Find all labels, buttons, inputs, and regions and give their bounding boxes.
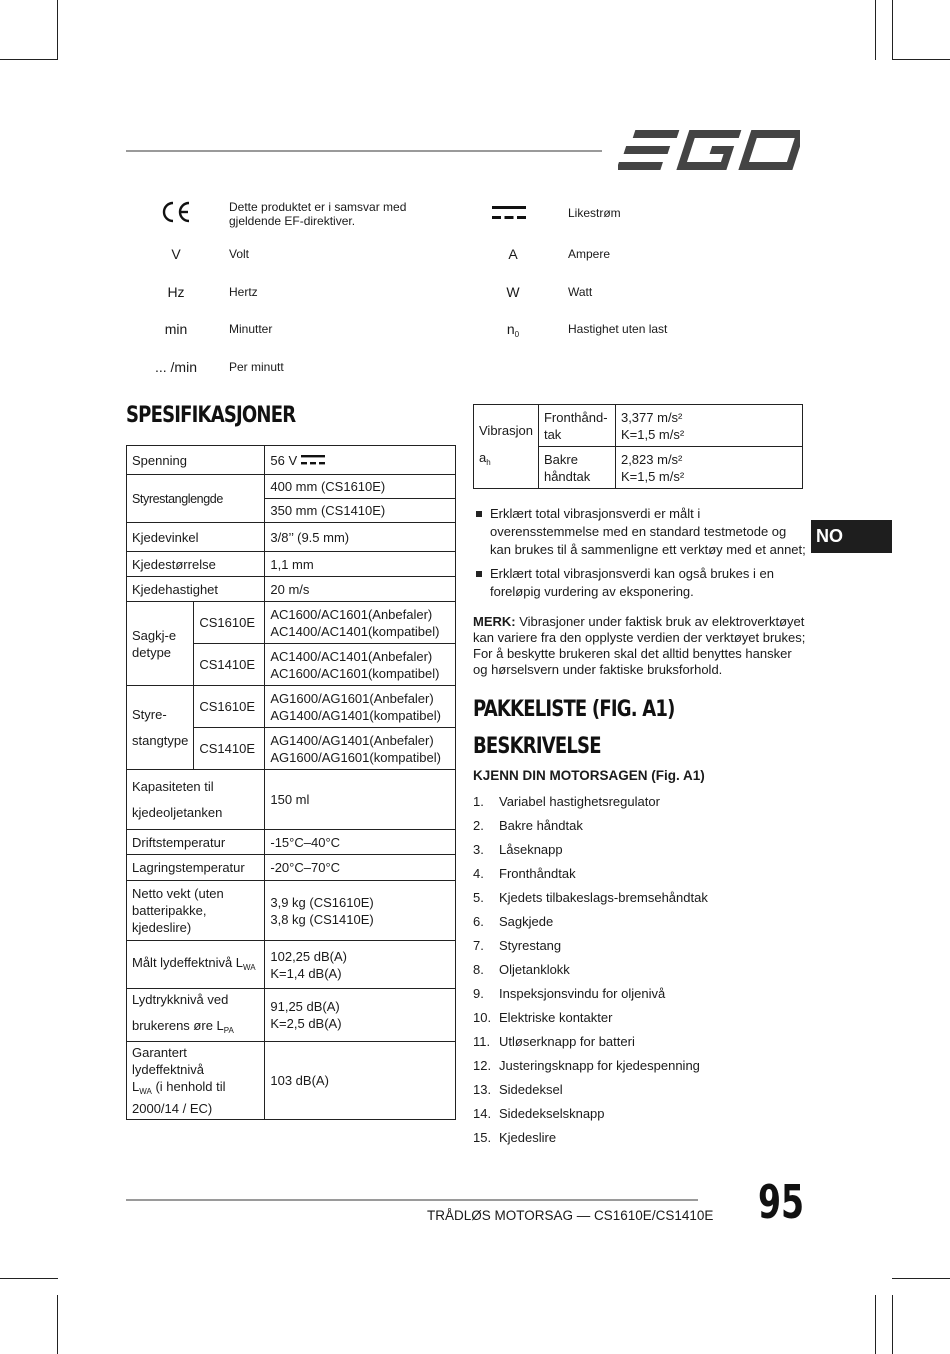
list-item: [473, 1080, 708, 1104]
page-number: 95: [758, 1175, 805, 1229]
list-item-number: 15.: [473, 1130, 492, 1145]
list-item-text: Bakre håndtak: [499, 818, 583, 833]
spec-value: AC1600/AC1601(Anbefaler) AC1400/AC1401(kompatibel): [265, 602, 456, 644]
list-item: [473, 816, 708, 840]
list-item-number: 3.: [473, 842, 484, 857]
spec-label: Kjedevinkel: [127, 523, 265, 552]
spec-value: 3,9 kg (CS1610E) 3,8 kg (CS1410E): [265, 881, 456, 941]
crop-mark: [875, 1295, 876, 1354]
spec-label: Kjedestørrelse: [127, 552, 265, 577]
crop-mark: [0, 59, 58, 60]
spec-value: 56 V: [265, 446, 456, 475]
list-item-number: 10.: [473, 1010, 492, 1025]
language-tab: NO: [811, 520, 892, 553]
spec-value: AG1400/AG1401(Anbefaler) AG1600/AG1601(kompatibel): [265, 728, 456, 770]
list-item: Erklært total vibrasjonsverdi kan også brukes i en foreløpig vurdering av eksponering.: [473, 565, 808, 601]
symbol-minutes: min: [164, 321, 188, 337]
subheading-know-your-saw: KJENN DIN MOTORSAGEN (Fig. A1): [473, 768, 705, 783]
list-item-text: Variabel hastighetsregulator: [499, 794, 660, 809]
spec-label: Garantert lydeffektnivå $L_{WA}$ (i henhold til 2000/14 / EC): [127, 1042, 265, 1120]
spec-value: 3/8’’ (9.5 mm): [265, 523, 456, 552]
heading-description: BESKRIVELSE: [473, 734, 601, 759]
spec-value: -20°C–70°C: [265, 855, 456, 881]
list-item-number: 6.: [473, 914, 484, 929]
crop-mark: [57, 1295, 58, 1354]
list-item-text: Fronthåndtak: [499, 866, 576, 881]
list-item-text: Utløserknapp for batteri: [499, 1034, 635, 1049]
spec-label: Lagringstemperatur: [127, 855, 265, 881]
ego-logo-icon: [618, 128, 800, 172]
spec-label: Styrestanglengde: [127, 475, 265, 523]
list-item-number: 14.: [473, 1106, 492, 1121]
list-item-number: 7.: [473, 938, 484, 953]
spec-label: Lydtrykknivå ved brukerens øre $L_{PA}$: [127, 989, 265, 1042]
list-item-text: Kjedeslire: [499, 1130, 557, 1145]
list-item: [473, 1008, 708, 1032]
symbol-ampere: A: [508, 246, 518, 262]
symbol-desc: Dette produktet er i samsvar med gjeldende EF-direktiver.: [229, 200, 407, 228]
spec-label: Styre- stangtype: [127, 686, 194, 770]
spec-label: Netto vekt (uten batteripakke, kjedeslire): [127, 881, 265, 941]
spec-value: 91,25 dB(A) K=2,5 dB(A): [265, 989, 456, 1042]
specifications-table: [126, 445, 456, 1120]
spec-value: -15°C–40°C: [265, 830, 456, 855]
list-item: [473, 1104, 708, 1128]
list-item-text: Låseknapp: [499, 842, 563, 857]
spec-model: CS1410E: [194, 644, 265, 686]
crop-mark: [892, 1295, 893, 1354]
spec-label: Kjedehastighet: [127, 577, 265, 602]
heading-specifications: SPESIFIKASJONER: [126, 403, 296, 428]
spec-model: CS1610E: [194, 602, 265, 644]
footer-title: TRÅDLØS MOTORSAG — CS1610E/CS1410E: [427, 1208, 714, 1223]
list-item-number: 1.: [473, 794, 484, 809]
list-item: [473, 840, 708, 864]
spec-label: Målt lydeffektnivå $L_{WA}$: [127, 941, 265, 989]
vibration-row-label: Bakre håndtak: [538, 447, 615, 489]
spec-label: Sagkj-edetype: [127, 602, 194, 686]
spec-model: CS1610E: [194, 686, 265, 728]
list-item-number: 5.: [473, 890, 484, 905]
spec-value: 150 ml: [265, 770, 456, 830]
list-item-number: 11.: [473, 1034, 491, 1049]
symbol-desc: Likestrøm: [568, 206, 621, 220]
list-item: [473, 936, 708, 960]
crop-mark: [0, 1278, 58, 1279]
heading-packing-list: PAKKELISTE (FIG. A1): [473, 697, 675, 722]
list-item-text: Elektriske kontakter: [499, 1010, 613, 1025]
spec-model: CS1410E: [194, 728, 265, 770]
crop-mark: [892, 59, 950, 60]
symbol-desc: Per minutt: [229, 360, 284, 374]
vibration-value: 2,823 m/s² K=1,5 m/s²: [615, 447, 802, 489]
symbol-per-minute: ... /min: [154, 359, 197, 375]
header-rule: [126, 150, 602, 152]
direct-current-icon: [492, 205, 528, 221]
list-item-text: Sidedekselsknapp: [499, 1106, 605, 1121]
list-item-number: 2.: [473, 818, 484, 833]
spec-value: 350 mm (CS1410E): [265, 499, 456, 523]
list-item: [473, 888, 708, 912]
note-paragraph: MERK: Vibrasjoner under faktisk bruk av elektroverktøyet kan variere fra den opplyste verdien der verktøyet brukes; For å beskytte brukeren skal det alltid benyttes hansker og hørselsvern under faktiske bruksforhold.: [473, 614, 806, 677]
list-item-text: Kjedets tilbakeslags-bremsehåndtak: [499, 890, 708, 905]
parts-list: [473, 792, 708, 1152]
spec-value: AG1600/AG1601(Anbefaler) AG1400/AG1401(kompatibel): [265, 686, 456, 728]
symbol-desc: Watt: [568, 285, 593, 299]
spec-label: Driftstemperatur: [127, 830, 265, 855]
list-item: [473, 984, 708, 1008]
list-item-text: Sidedeksel: [499, 1082, 563, 1097]
ce-mark-icon: [160, 200, 192, 224]
list-item-number: 9.: [473, 986, 484, 1001]
list-item: Erklært total vibrasjonsverdi er målt i overensstemmelse med en standard testmetode og kan brukes til å sammenligne ett verktøy med et annet;: [473, 505, 808, 559]
vibration-label: Vibrasjon $a_h$: [474, 405, 539, 489]
symbol-watt: W: [506, 284, 520, 300]
list-item: [473, 1032, 708, 1056]
list-item-text: Oljetanklokk: [499, 962, 570, 977]
symbol-desc: Ampere: [568, 247, 611, 261]
direct-current-icon: [301, 455, 327, 466]
list-item-text: Inspeksjonsvindu for oljenivå: [499, 986, 666, 1001]
symbol-desc: Volt: [229, 247, 250, 261]
spec-label: Spenning: [127, 446, 265, 475]
list-item-number: 13.: [473, 1082, 492, 1097]
spec-value: 20 m/s: [265, 577, 456, 602]
list-item: [473, 912, 708, 936]
spec-value: AC1400/AC1401(Anbefaler) AC1600/AC1601(kompatibel): [265, 644, 456, 686]
vibration-table: [473, 404, 803, 489]
footer-rule: [126, 1199, 698, 1201]
crop-mark: [57, 0, 58, 60]
crop-mark: [892, 0, 893, 60]
spec-label: Kapasiteten til kjedeoljetanken: [127, 770, 265, 830]
symbol-hertz: Hz: [167, 284, 185, 300]
list-item-text: Sagkjede: [499, 914, 554, 929]
vibration-notes: [473, 505, 808, 607]
crop-mark: [892, 1278, 950, 1279]
spec-value: 1,1 mm: [265, 552, 456, 577]
list-item: [473, 864, 708, 888]
symbol-volt: V: [171, 246, 181, 262]
crop-mark: [875, 0, 876, 60]
vibration-row-label: Fronthånd-tak: [538, 405, 615, 447]
list-item-text: Justeringsknapp for kjedespenning: [499, 1058, 700, 1073]
list-item-number: 12.: [473, 1058, 492, 1073]
spec-value: 103 dB(A): [265, 1042, 456, 1120]
list-item-text: Styrestang: [499, 938, 562, 953]
list-item-number: 8.: [473, 962, 484, 977]
spec-value: 400 mm (CS1610E): [265, 475, 456, 499]
symbol-no-load-speed: $n_0$: [506, 321, 520, 339]
vibration-value: 3,377 m/s² K=1,5 m/s²: [615, 405, 802, 447]
list-item: [473, 1128, 708, 1152]
list-item-number: 4.: [473, 866, 484, 881]
symbol-desc: Hastighet uten last: [568, 322, 668, 336]
list-item: [473, 792, 708, 816]
list-item: [473, 1056, 708, 1080]
spec-value: 102,25 dB(A) K=1,4 dB(A): [265, 941, 456, 989]
list-item: [473, 960, 708, 984]
symbol-desc: Hertz: [229, 285, 258, 299]
symbol-desc: Minutter: [229, 322, 273, 336]
